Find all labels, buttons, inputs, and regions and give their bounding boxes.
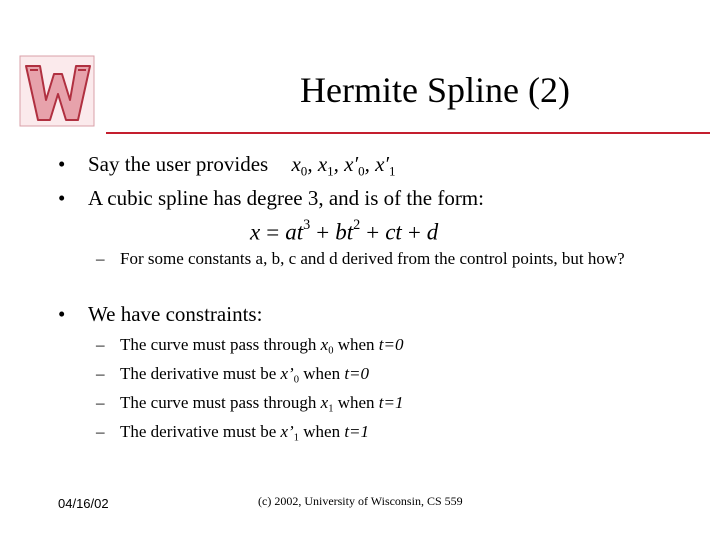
footer-credit: (c) 2002, University of Wisconsin, CS 559 <box>258 494 463 508</box>
footer-date: 04/16/02 <box>58 496 109 511</box>
slide-title: Hermite Spline (2) <box>300 70 570 110</box>
bullet-marker: • <box>58 302 66 326</box>
bullet-text: We have constraints: <box>88 302 263 326</box>
cubic-formula: $x = at^3 + bt^2$ + ct + d <box>250 217 439 245</box>
bullet-marker: • <box>58 186 66 210</box>
sub-bullet-text: For some constants a, b, c and d derived from the control points, but how? <box>120 249 625 268</box>
dash-marker: – <box>96 249 105 268</box>
dash-marker: – <box>96 422 105 441</box>
bullet-marker: • <box>58 152 66 176</box>
university-w-logo-icon <box>18 52 96 130</box>
dash-marker: – <box>96 335 105 354</box>
dash-marker: – <box>96 364 105 383</box>
title-divider <box>106 132 710 134</box>
bullet-text: A cubic spline has degree 3, and is of the form: <box>88 186 484 210</box>
bullet-text: Say the user provides <box>88 152 269 176</box>
control-points-math: $x_0$, $x_1$, $x'_0$, $x'_1$ <box>291 152 396 179</box>
dash-marker: – <box>96 393 105 412</box>
